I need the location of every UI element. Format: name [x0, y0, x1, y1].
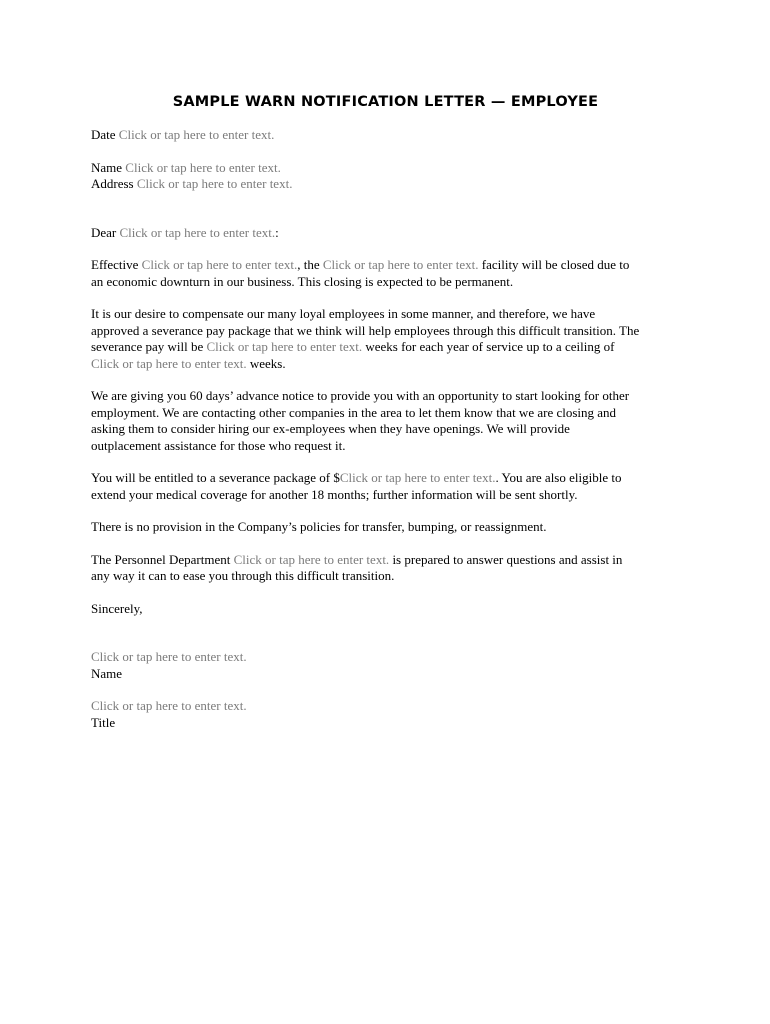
paragraph-severance-package: You will be entitled to a severance package of $Click or tap here to enter text.. You are also eligible to extend your medical coverage for another 18 months; further information will be sent shortly.	[91, 470, 622, 502]
paragraph-closing-notice: Effective Click or tap here to enter text., the Click or tap here to enter text. facility will be closed due to an economic downturn in our business. This closing is expected to be permanent.	[91, 257, 630, 289]
signer-name-label: Name	[91, 665, 123, 681]
paragraph-no-transfer: There is no provision in the Company’s policies for transfer, bumping, or reassignment.	[91, 519, 547, 534]
weeks-per-year-field[interactable]: Click or tap here to enter text.	[206, 339, 363, 354]
recipient-name-field[interactable]: Click or tap here to enter text.	[125, 159, 281, 175]
sincerely-line: Sincerely,	[91, 600, 143, 616]
salutation-name-field[interactable]: Click or tap here to enter text.	[119, 224, 276, 240]
weeks-ceiling-field[interactable]: Click or tap here to enter text.	[91, 355, 247, 371]
signer-title-field[interactable]: Click or tap here to enter text.	[91, 698, 247, 713]
address-label: Address	[91, 176, 134, 191]
effective-date-field[interactable]: Click or tap here to enter text.	[141, 257, 298, 272]
name-line	[91, 160, 680, 177]
severance-amount-field[interactable]: Click or tap here to enter text.	[339, 470, 496, 485]
dear-label: Dear	[91, 224, 117, 240]
personnel-contact-field[interactable]: Click or tap here to enter text.	[233, 551, 390, 567]
salutation-colon: :	[275, 224, 279, 240]
document-title: SAMPLE WARN NOTIFICATION LETTER — EMPLOYEE	[172, 94, 599, 110]
signer-title-label: Title	[91, 714, 116, 730]
date-label: Date	[91, 127, 116, 142]
paragraph-advance-notice: We are giving you 60 days’ advance notice to provide you with an opportunity to start looking for other employment. We are contacting other companies in the area to let them know that we are closing and asking them to consider hiring our ex-employees when they have openings. We will provide outplacement assistance for those who request it.	[91, 388, 630, 453]
name-label: Name	[91, 159, 123, 175]
date-field[interactable]: Click or tap here to enter text.	[118, 127, 275, 142]
date-line	[91, 127, 680, 144]
address-line	[91, 176, 680, 193]
facility-field[interactable]: Click or tap here to enter text.	[322, 257, 479, 272]
salutation-line	[91, 225, 680, 242]
signer-name-field[interactable]: Click or tap here to enter text.	[91, 649, 247, 664]
paragraph-personnel-department: The Personnel Department Click or tap here to enter text. is prepared to answer questions and assist in any way it can to ease you through this difficult transition.	[91, 551, 623, 583]
paragraph-severance-pay: It is our desire to compensate our many loyal employees in some manner, and therefore, we have approved a severance pay package that we think will help employees through this difficult transition. The severance pay will be Click or tap here to enter text. weeks for each year of service up to a ceiling of Click or tap here to enter text. weeks.	[91, 306, 640, 371]
address-field[interactable]: Click or tap here to enter text.	[136, 176, 293, 191]
